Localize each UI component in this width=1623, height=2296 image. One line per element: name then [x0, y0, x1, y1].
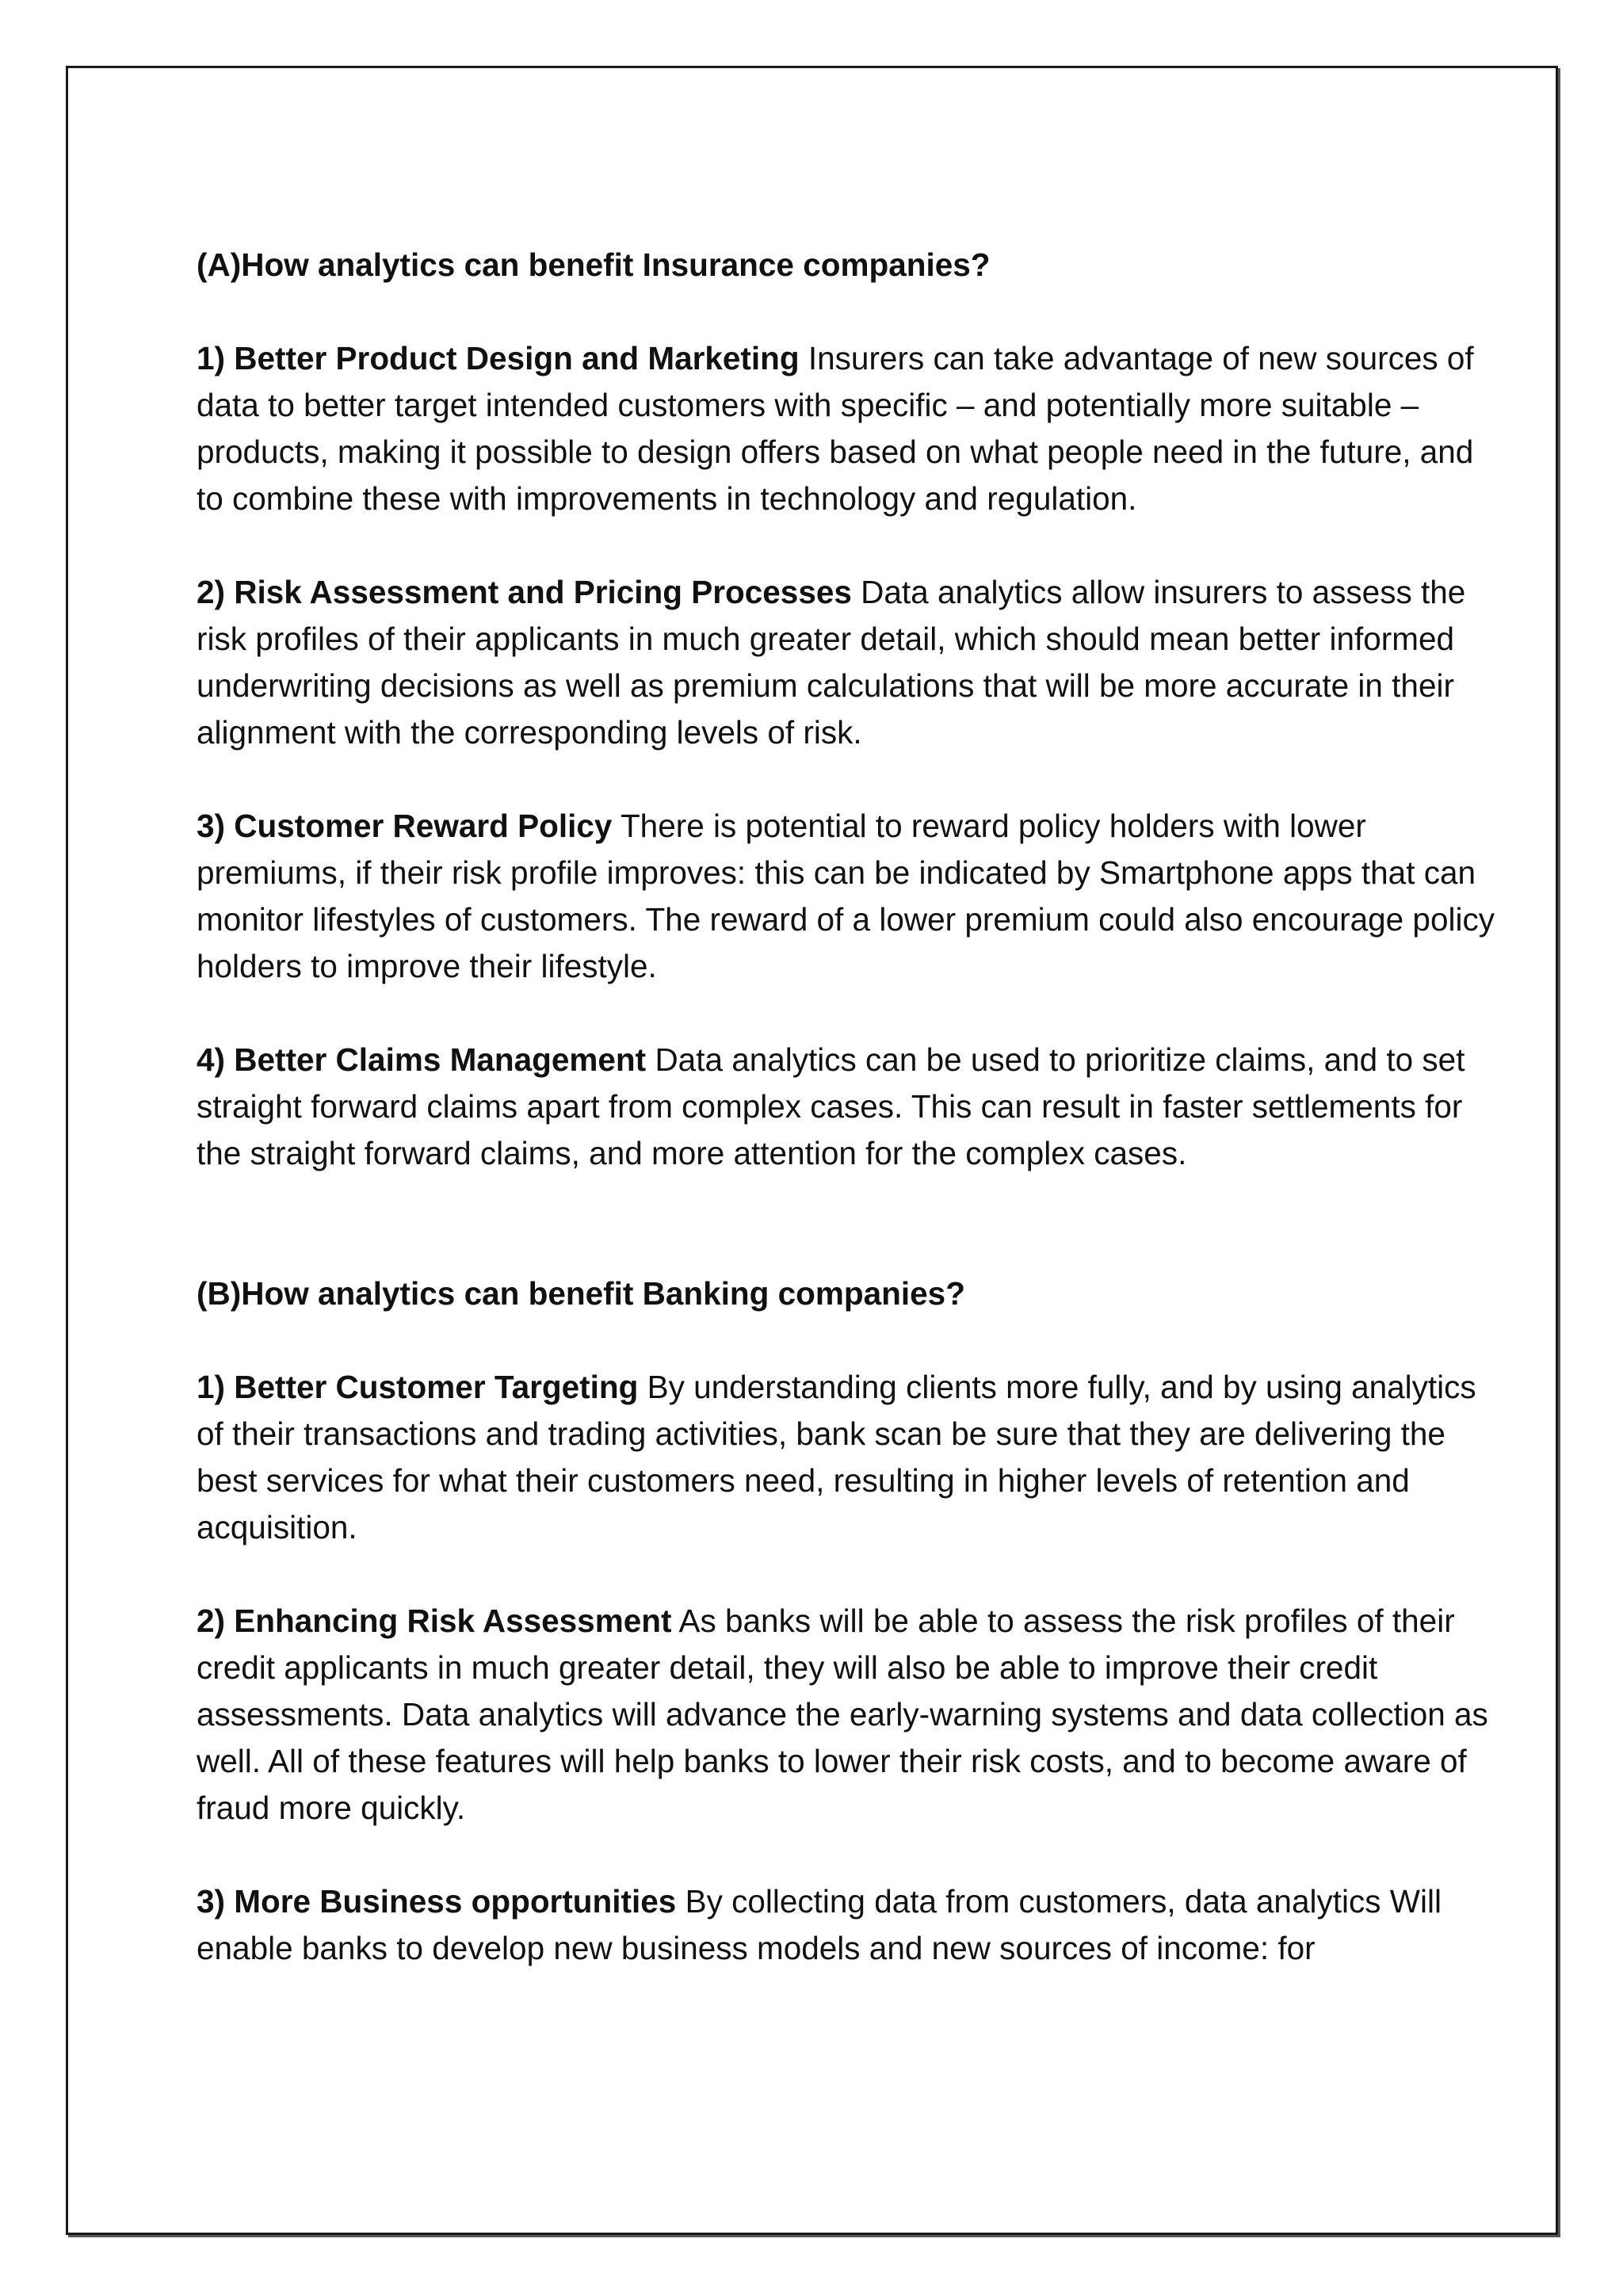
item-title: 3) Customer Reward Policy	[197, 808, 613, 844]
section-insurance	[197, 242, 1504, 1177]
item-title: 1) Better Product Design and Marketing	[197, 340, 800, 376]
item-text: Data analytics allow insurers to assess the risk profiles of their applicants in much greater detail, which should mean better informed underwriting decisions as well as premium calculations that will be more accurate in their alignment with the corresponding levels of risk.	[197, 574, 1466, 751]
list-item	[197, 1598, 1504, 1832]
item-title: 2) Enhancing Risk Assessment	[197, 1603, 672, 1639]
section-heading: (A)How analytics can benefit Insurance companies?	[197, 246, 991, 283]
item-text: There is potential to reward policy holders with lower premiums, if their risk profile improves: this can be indicated by Smartphone apps that can monitor lifestyles of customers. The reward of a lower premium could also encourage policy holders to improve their lifestyle.	[197, 808, 1495, 984]
item-title: 2) Risk Assessment and Pricing Processes	[197, 574, 852, 610]
item-text: By collecting data from customers, data analytics Will enable banks to develop new business models and new sources of income: for	[197, 1883, 1442, 1966]
item-text: Insurers can take advantage of new sources of data to better target intended customers with specific – and potentially more suitable – products, making it possible to design offers based on what people need in the future, and to combine these with improvements in technology and regulation.	[197, 340, 1474, 517]
item-title: 3) More Business opportunities	[197, 1883, 677, 1920]
list-item	[197, 1878, 1504, 1972]
item-text: Data analytics can be used to prioritize claims, and to set straight forward claims apart from complex cases. This can result in faster settlements for the straight forward claims, and more attention for the complex cases.	[197, 1041, 1465, 1171]
list-item	[197, 1037, 1504, 1177]
item-title: 1) Better Customer Targeting	[197, 1369, 639, 1405]
list-item	[197, 335, 1504, 522]
list-item	[197, 803, 1504, 990]
list-item	[197, 1364, 1504, 1551]
section-banking	[197, 1270, 1504, 1972]
item-text: By understanding clients more fully, and by using analytics of their transactions and trading activities, bank scan be sure that they are delivering the best services for what their customers need, resulting in higher levels of retention and acquisition.	[197, 1369, 1476, 1545]
item-title: 4) Better Claims Management	[197, 1041, 647, 1078]
document-body	[197, 242, 1504, 1972]
item-text: As banks will be able to assess the risk profiles of their credit applicants in much greater detail, they will also be able to improve their credit assessments. Data analytics will advance the early-warning systems and data collection as well. All of these features will help banks to lower their risk costs, and to become aware of fraud more quickly.	[197, 1603, 1488, 1826]
section-heading: (B)How analytics can benefit Banking companies?	[197, 1275, 965, 1312]
list-item	[197, 569, 1504, 756]
